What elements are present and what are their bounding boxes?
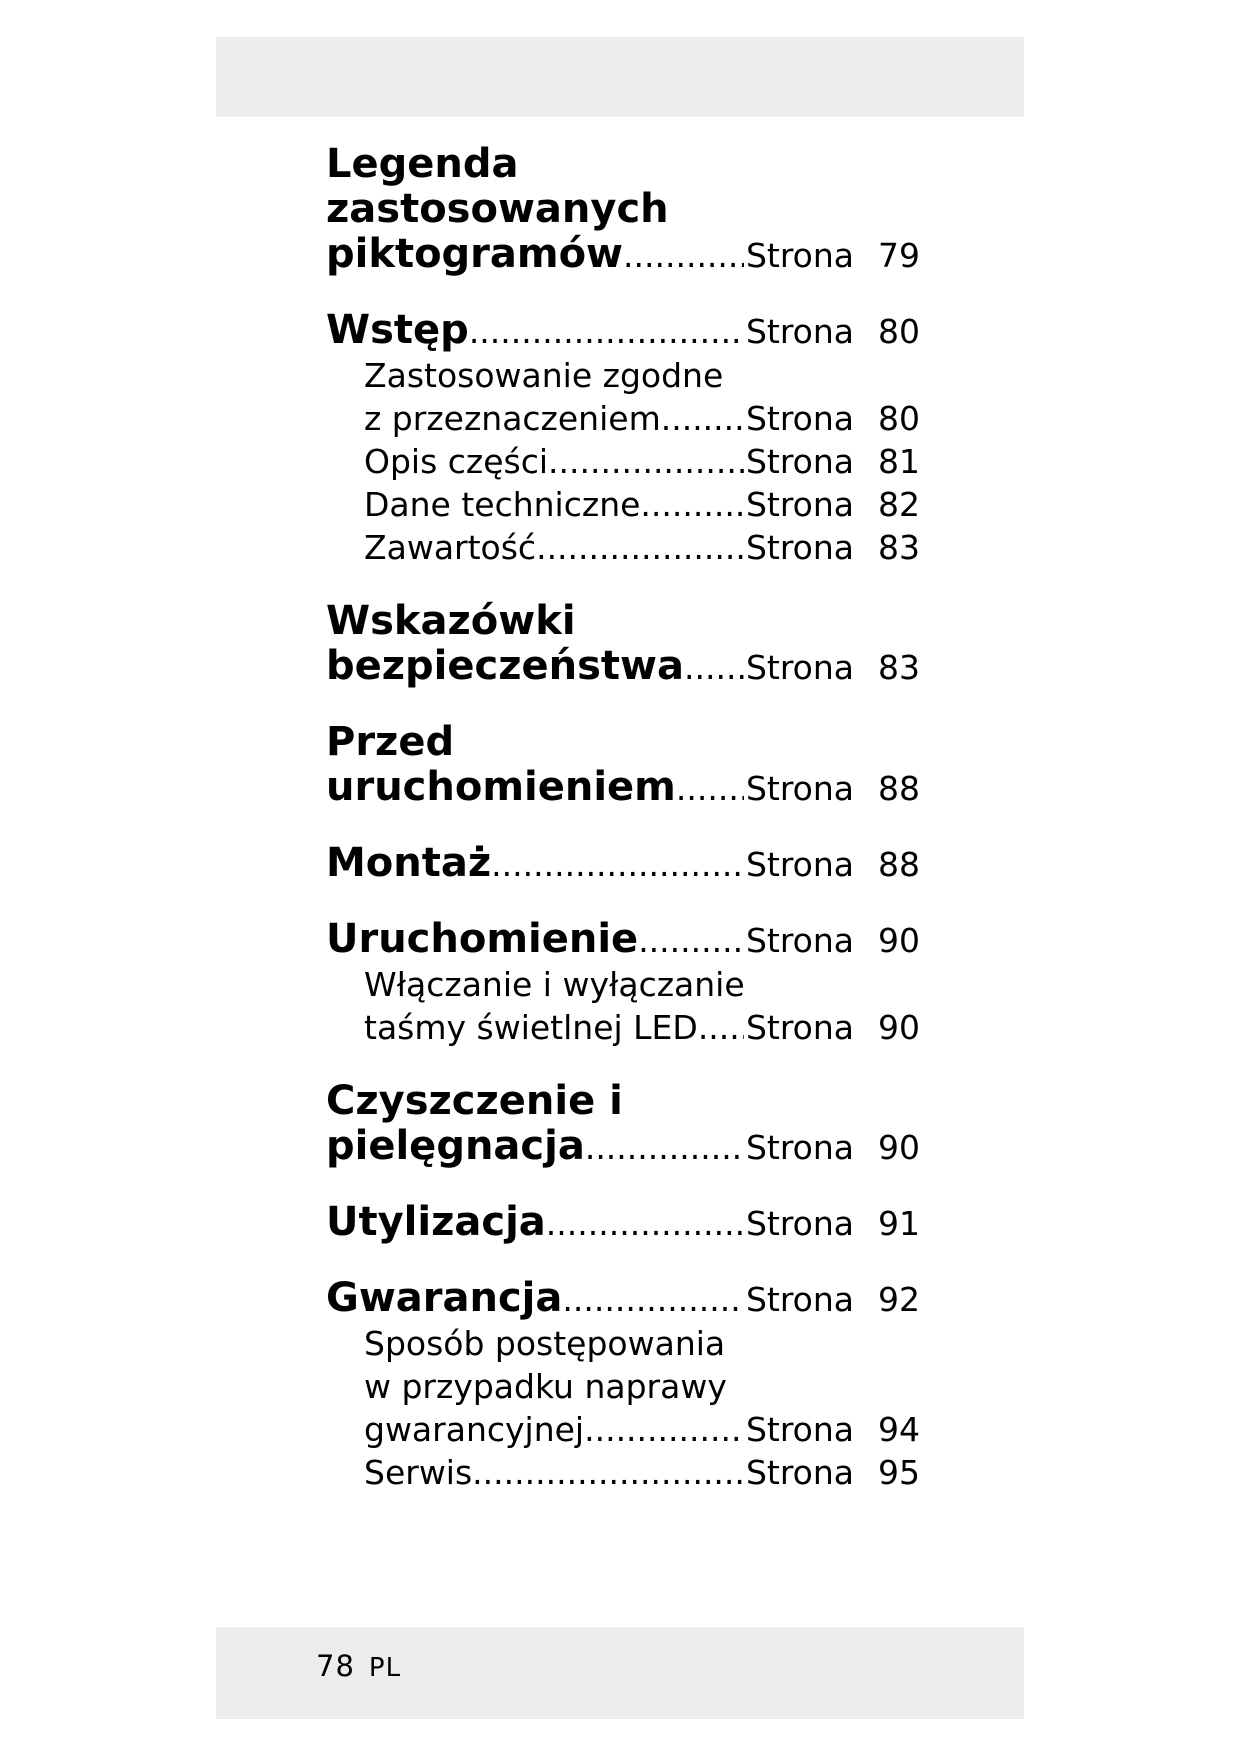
dot-leader (640, 483, 744, 526)
table-of-contents (326, 142, 920, 1524)
section-title: uruchomieniem (326, 764, 676, 810)
section-title: Przed (326, 719, 455, 765)
page-ref: 83 (878, 648, 920, 687)
page-ref: 80 (878, 399, 920, 438)
toc-heading (326, 720, 920, 811)
dot-leader (469, 309, 744, 354)
page-ref: 95 (878, 1453, 920, 1492)
dot-leader (676, 766, 744, 811)
page-ref: 83 (878, 528, 920, 567)
section-row (326, 841, 920, 887)
subsection-title: Zawartość (364, 528, 537, 567)
toc-section (326, 599, 920, 690)
toc-heading (326, 599, 920, 690)
subsection-row (364, 1006, 920, 1049)
page-ref: 90 (878, 921, 920, 960)
section-row (326, 308, 920, 354)
toc-heading (326, 841, 920, 887)
subsection-title: Zastosowanie zgodne (364, 356, 724, 395)
toc-section (326, 720, 920, 811)
section-title: Utylizacja (326, 1199, 546, 1245)
page-label: Strona (745, 528, 854, 567)
dot-leader (472, 1451, 744, 1494)
subsection-row (364, 483, 920, 526)
page-label: Strona (745, 236, 854, 275)
toc-subentry (364, 1451, 920, 1494)
toc-section (326, 308, 920, 569)
toc-heading (326, 308, 920, 354)
toc-heading (326, 917, 920, 963)
page-label: Strona (745, 485, 854, 524)
toc-subentry (364, 483, 920, 526)
toc-section (326, 917, 920, 1049)
section-title: piktogramów (326, 231, 624, 277)
page-label: Strona (745, 1410, 854, 1449)
toc-section (326, 841, 920, 887)
section-row (326, 765, 920, 811)
page-label: Strona (745, 648, 854, 687)
subsection-title: Serwis (364, 1453, 473, 1492)
page-label: Strona (745, 1204, 854, 1243)
subsection-title: Opis części (364, 442, 549, 481)
page-ref: 90 (878, 1008, 920, 1047)
subsection-title: w przypadku naprawy (364, 1367, 727, 1406)
toc-subentry (364, 1322, 920, 1451)
page-ref: 79 (878, 236, 920, 275)
subsection-title: taśmy świetlnej LED (364, 1008, 698, 1047)
toc-section (326, 1276, 920, 1494)
subsection-title: Dane techniczne (364, 485, 641, 524)
page-label: Strona (745, 921, 854, 960)
section-title: Wskazówki (326, 598, 576, 644)
dot-leader (661, 397, 744, 440)
toc-section (326, 1079, 920, 1170)
section-title: zastosowanych (326, 186, 669, 232)
dot-leader (684, 645, 744, 690)
subsection-row (364, 1408, 920, 1451)
toc-heading (326, 142, 920, 278)
toc-heading (326, 1276, 920, 1322)
page-label: Strona (745, 442, 854, 481)
page-label: Strona (745, 1128, 854, 1167)
section-title: Gwarancja (326, 1275, 563, 1321)
page-footer (316, 1649, 401, 1683)
section-row (326, 917, 920, 963)
dot-leader (548, 440, 744, 483)
page-label: Strona (745, 399, 854, 438)
section-row (326, 1124, 920, 1170)
page-ref: 81 (878, 442, 920, 481)
page-label: Strona (745, 312, 854, 351)
page-ref: 88 (878, 769, 920, 808)
section-row (326, 1200, 920, 1246)
page-ref: 82 (878, 485, 920, 524)
page-ref: 91 (878, 1204, 920, 1243)
subsection-row (364, 1451, 920, 1494)
toc-heading (326, 1200, 920, 1246)
toc-subentry (364, 440, 920, 483)
dot-leader (546, 1201, 744, 1246)
section-row (326, 1276, 920, 1322)
subsection-row (364, 397, 920, 440)
page-ref: 92 (878, 1280, 920, 1319)
page-label: Strona (745, 1280, 854, 1319)
toc-subentry (364, 526, 920, 569)
subsection-title: gwarancyjnej (364, 1410, 585, 1449)
toc-section (326, 142, 920, 278)
section-row (326, 232, 920, 278)
section-title: Uruchomienie (326, 916, 639, 962)
section-title: bezpieczeństwa (326, 643, 684, 689)
toc-subentry (364, 354, 920, 440)
section-title: pielęgnacja (326, 1123, 585, 1169)
section-row (326, 644, 920, 690)
dot-leader (585, 1125, 744, 1170)
page-ref: 90 (878, 1128, 920, 1167)
subsection-row (364, 526, 920, 569)
dot-leader (562, 1277, 744, 1322)
section-title: Wstęp (326, 307, 469, 353)
page-label: Strona (745, 845, 854, 884)
page-label: Strona (745, 1453, 854, 1492)
page-ref: 94 (878, 1410, 920, 1449)
dot-leader (638, 918, 744, 963)
language-code: PL (368, 1653, 402, 1683)
page-label: Strona (745, 1008, 854, 1047)
section-title: Czyszczenie i (326, 1078, 623, 1124)
page-ref: 80 (878, 312, 920, 351)
page-ref: 88 (878, 845, 920, 884)
dot-leader (584, 1408, 744, 1451)
page-label: Strona (745, 769, 854, 808)
section-title: Legenda (326, 141, 519, 187)
dot-leader (536, 526, 744, 569)
toc-heading (326, 1079, 920, 1170)
subsection-title: Włączanie i wyłączanie (364, 965, 745, 1004)
dot-leader (698, 1006, 744, 1049)
dot-leader (491, 842, 744, 887)
section-title: Montaż (326, 840, 492, 886)
toc-section (326, 1200, 920, 1246)
dot-leader (623, 233, 744, 278)
subsection-title: Sposób postępowania (364, 1324, 726, 1363)
page-number: 78 (316, 1649, 355, 1683)
subsection-title: z przeznaczeniem (364, 399, 661, 438)
toc-subentry (364, 963, 920, 1049)
header-band (216, 37, 1024, 117)
subsection-row (364, 440, 920, 483)
